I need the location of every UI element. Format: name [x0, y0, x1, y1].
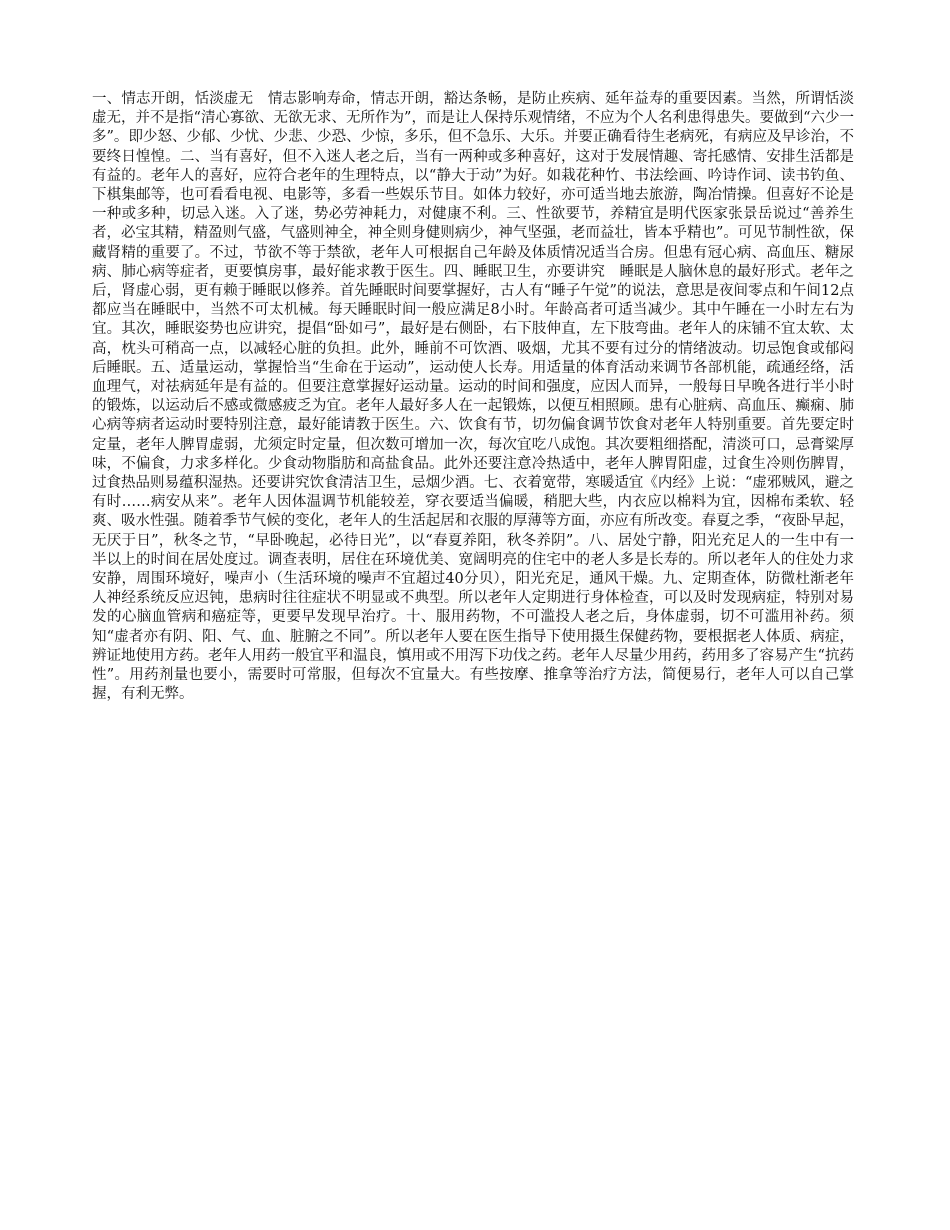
body-paragraph: 一、情志开朗，恬淡虚无 情志影响寿命，情志开朗，豁达条畅，是防止疾病、延年益寿的重要因素。当然，所谓恬淡虚无，并不是指“清心寡欲、无欲无求、无所作为”，而是让人保持乐观情绪，不应为个人名利患得患失。要做到“六少一多”。即少怒、少郁、少忧、少悲、少恐、少惊，多乐，但不急乐、大乐。并要正确看待生老病死，有病应及早诊治，不要终日惶惶。二、当有喜好，但不入迷人老之后，当有一两种或多种喜好，这对于发展情趣、寄托感情、安排生活都是有益的。老年人的喜好，应符合老年的生理特点，以“静大于动”为好。如栽花种竹、书法绘画、吟诗作词、读书钓鱼、下棋集邮等，也可看看电视、电影等，多看一些娱乐节目。如体力较好，亦可适当地去旅游，陶冶情操。但喜好不论是一种或多种，切忌入迷。入了迷，势必劳神耗力，对健康不利。三、性欲要节，养精宜是明代医家张景岳说过“善养生者，必宝其精，精盈则气盛，气盛则神全，神全则身健则病少，神气坚强，老而益壮，皆本乎精也”。可见节制性欲，保藏肾精的重要了。不过，节欲不等于禁欲，老年人可根据自己年龄及体质情况适当合房。但患有冠心病、高血压、糖尿病、肺心病等症者，更要慎房事，最好能求教于医生。四、睡眠卫生，亦要讲究 睡眠是人脑休息的最好形式。老年之后，肾虚心弱，更有赖于睡眠以修养。首先睡眠时间要掌握好，古人有“睡子午觉”的说法，意思是夜间零点和午间12点都应当在睡眠中，当然不可太机械。每天睡眠时间一般应满足8小时。年龄高者可适当减少。其中午睡在一小时左右为宜。其次，睡眠姿势也应讲究，提倡“卧如弓”，最好是右侧卧，右下肢伸直，左下肢弯曲。老年人的床铺不宜太软、太高，枕头可稍高一点，以减轻心脏的负担。此外，睡前不可饮酒、吸烟，尤其不要有过分的情绪波动。切忌饱食或郁闷后睡眠。五、适量运动，掌握恰当“生命在于运动”，运动使人长寿。用适量的体育活动来调节各部机能，疏通经络，活血理气，对祛病延年是有益的。但要注意掌握好运动量。运动的时间和强度，应因人而异，一般每日早晚各进行半小时的锻炼，以运动后不感或微感疲乏为宜。老年人最好多人在一起锻炼，以便互相照顾。患有心脏病、高血压、癫痫、肺心病等病者运动时要特别注意，最好能请教于医生。六、饮食有节，切勿偏食调节饮食对老年人特别重要。首先要定时定量，老年人脾胃虚弱，尤须定时定量，但次数可增加一次，每次宜吃八成饱。其次要粗细搭配，清淡可口，忌膏粱厚味，不偏食，力求多样化。少食动物脂肪和高盐食品。此外还要注意冷热适中，老年人脾胃阳虚，过食生冷则伤脾胃，过食热品则易蕴积湿热。还要讲究饮食清洁卫生，忌烟少酒。七、衣着宽带，寒暖适宜《内经》上说：“虚邪贼风，避之有时……病安从来”。老年人因体温调节机能较差，穿衣要适当偏暖，稍肥大些，内衣应以棉料为宜，因棉布柔软、轻爽、吸水性强。随着季节气候的变化，老年人的生活起居和衣服的厚薄等方面，亦应有所改变。春夏之季，“夜卧早起，无厌于日”，秋冬之节，“早卧晚起，必待日光”，以“春夏养阳，秋冬养阴”。八、居处宁静，阳光充足人的一生中有一半以上的时间在居处度过。调查表明，居住在环境优美、宽阔明亮的住宅中的老人多是长寿的。所以老年人的住处力求安静，周围环境好，噪声小（生活环境的噪声不宜超过40分贝），阳光充足，通风干燥。九、定期查体，防微杜渐老年人神经系统反应迟钝，患病时往往症状不明显或不典型。所以老年人定期进行身体检查，可以及时发现病症，特别对易发的心脑血管病和癌症等，更要早发现早治疗。十、服用药物，不可滥投人老之后，身体虚弱，切不可滥用补药。须知“虚者亦有阴、阳、气、血、脏腑之不同”。所以老年人要在医生指导下使用摄生保健药物，要根据老人体质、病症，辨证地使用方药。老年人用药一般宜平和温良，慎用或不用泻下功伐之药。老年人尽量少用药，药用多了容易产生“抗药性”。用药剂量也要小，需要时可常服，但每次不宜量大。有些按摩、推拿等治疗方法，简便易行，老年人可以自己掌握，有利无弊。 — [92, 91, 854, 703]
